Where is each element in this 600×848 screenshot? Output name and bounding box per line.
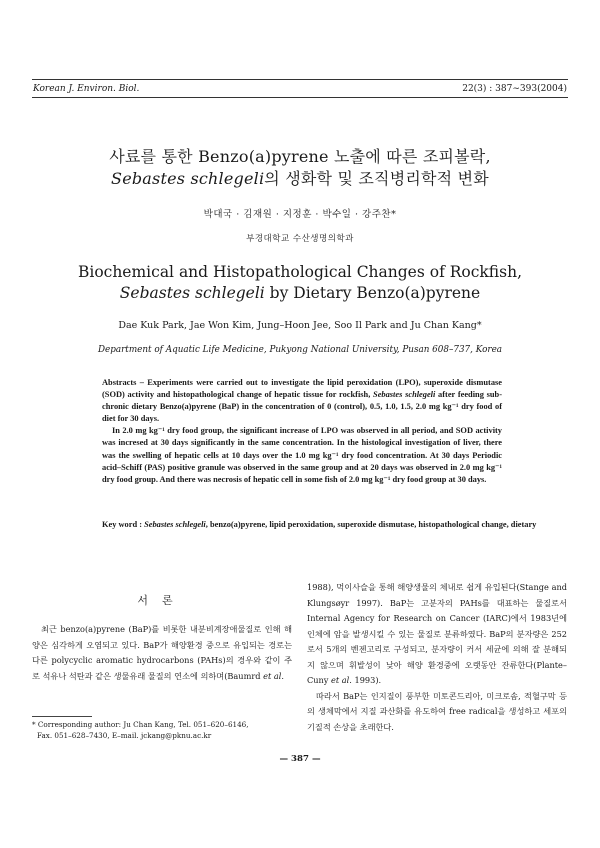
intro-p1-cont-end: 1993).: [351, 675, 382, 685]
english-title-line1: Biochemical and Histopathological Changes of Rockfish,: [77, 263, 523, 281]
english-authors: Dae Kuk Park, Jae Won Kim, Jung–Hoon Jee, Soo Il Park and Ju Chan Kang*: [118, 320, 482, 331]
english-title-line2: [0, 283, 600, 304]
korean-title: [0, 146, 600, 190]
volume-pages: 22(3) : 387∼393(2004): [462, 84, 567, 94]
journal-name: Korean J. Environ. Biol.: [33, 84, 140, 94]
intro-paragraph-2: 따라서 BaP는 인지질이 풍부한 미토콘드리아, 미크로솜, 적혈구막 등의 생체막에서 지질 과산화를 유도하여 free radical을 생성하고 세포의 기질적 손상을 초래한다.: [307, 690, 567, 732]
intro-paragraph-1-cont: [307, 580, 567, 689]
keyword-species: Sebastes schlegeli: [144, 520, 206, 529]
footnote-line1: * Corresponding author: Ju Chan Kang, Tel. 051–620–6146,: [32, 720, 249, 729]
korean-title-line1: 사료를 통한 Benzo(a)pyrene 노출에 따른 조피볼락,: [109, 147, 491, 166]
korean-authors: 박대국 · 김재원 · 지정훈 · 박수일 · 강주찬*: [203, 209, 397, 220]
abstract-species: Sebastes schlegeli: [373, 390, 436, 400]
abstract: [102, 377, 502, 486]
korean-title-species: Sebastes schlegeli: [111, 169, 265, 188]
intro-p1-cont-etal: et al.: [331, 675, 352, 685]
footnote-rule: [32, 716, 92, 717]
footnote: [32, 719, 249, 741]
abstract-p1-text: Abstracts – Experiments were carried out to investigate the lipid peroxidation (LPO), superoxide dismutase (SOD) activity and histopathological change of hepatic tissue for rockfish,: [102, 378, 502, 400]
abstract-paragraph-1: [102, 377, 502, 425]
footnote-line2: Fax. 051–628–7430, E–mail. jckang@pknu.ac.kr: [37, 731, 212, 740]
keyword-label: Key word :: [102, 520, 145, 529]
english-title-species: Sebastes schlegeli: [119, 284, 265, 302]
keywords: [102, 519, 589, 532]
korean-title-line2: [0, 168, 600, 190]
keyword-list: , benzo(a)pyrene, lipid peroxidation, superoxide dismutase, histopathological change, dietary: [205, 520, 537, 529]
intro-paragraph-1: [32, 622, 292, 684]
english-affiliation: Department of Aquatic Life Medicine, Pukyong National University, Pusan 608–737, Korea: [97, 345, 503, 355]
header-top-rule: [32, 79, 568, 80]
korean-title-rest: 의 생화학 및 조직병리학적 변화: [264, 169, 489, 188]
intro-p1-cont-text: 1988), 먹이사슬을 통해 해양생물의 체내로 쉽게 유입된다(Stange and Klungsøyr 1997). BaP는 고분자의 PAHs를 대표하는 물질로서 Internal Agency for Research on Cancer (IARC)에서 1983년에 인체에 암을 발생시킬 수 있는 물질로 분류하였다. BaP의 분자량은 252로서 5개의 벤젠고리로 구성되고, 분자량이 커서 세균에 의해 잘 분해되지 않으며 휘발성이 낮아 해양 환경중에 오랫동안 잔류한다(Plante–Cuny: [307, 582, 567, 685]
english-title-rest: by Dietary Benzo(a)pyrene: [264, 284, 481, 302]
abstract-paragraph-2: In 2.0 mg kg⁻¹ dry food group, the significant increase of LPO was observed in all period, and SOD activity was incresed at 30 days significantly in the same concentration. In the histological investigation of liver, there was the swelling of hepatic cells at 10 days over the 1.0 mg kg⁻¹ dry food concentration. At 30 days Periodic acid–Schiff (PAS) positive granule was observed in the same group and at 20 days was observed in 2.0 mg kg⁻¹ dry food group. And there was necrosis of hepatic cell in some fish of 2.0 mg kg⁻¹ dry food group at 30 days.: [102, 426, 502, 484]
section-heading-introduction: 서론: [137, 594, 187, 607]
korean-affiliation: 부경대학교 수산생명의학과: [246, 234, 354, 244]
abstract-p1-text-end: after feeding sub-chronic dietary Benzo(a)pyrene (BaP) in the concentration of 0 (control), 0.5, 1.0, 1.5, 2.0 mg kg⁻¹ dry food of diet for 30 days.: [102, 390, 502, 424]
left-column: [32, 622, 292, 684]
header-bottom-rule: [32, 97, 568, 98]
english-title: [0, 262, 600, 304]
intro-p1-etal: et al.: [263, 670, 284, 681]
intro-p1-text: 최근 benzo(a)pyrene (BaP)를 비롯한 내분비계장애물질로 인해 해양은 심각하게 오염되고 있다. BaP가 해양환경 중으로 유입되는 경로는 다른 polycyclic aromatic hydrocarbons (PAHs)의 경우와 같이 주로 석유나 석탄과 같은 생물유래 물질의 연소에 의하며(Baumrd: [32, 624, 292, 681]
right-column: [307, 580, 567, 735]
page-number: — 387 —: [279, 754, 321, 764]
